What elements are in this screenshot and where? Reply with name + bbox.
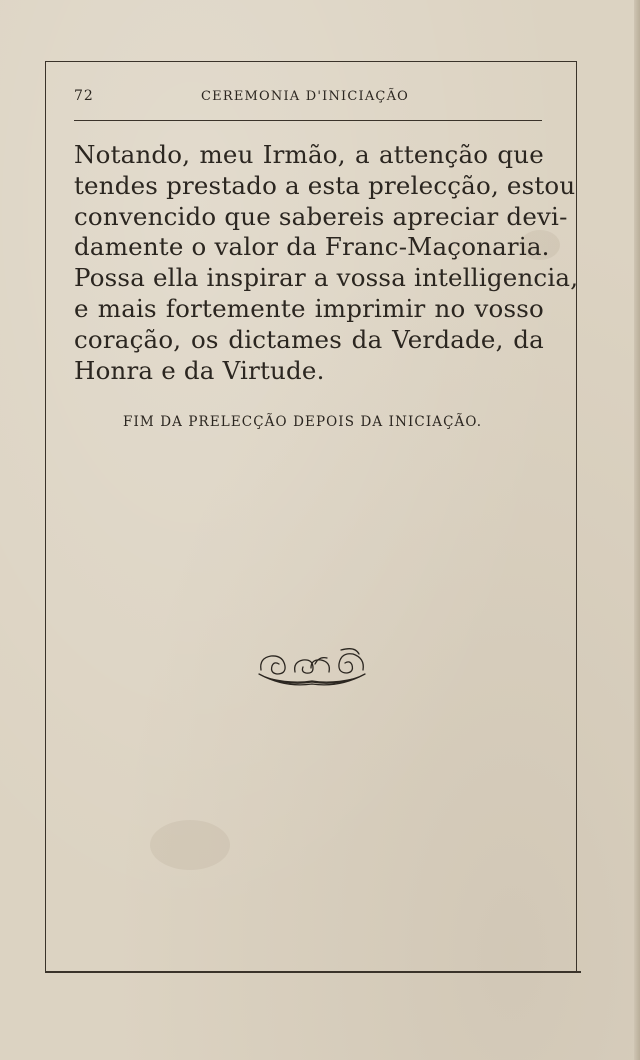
text-line: damente o valor da Franc-Maçonaria. [74, 232, 550, 262]
scroll-ornament-icon [255, 644, 369, 690]
running-head: CEREMONIA D'INICIAÇÃO [201, 89, 410, 104]
text-line: convencido que sabereis apreciar devi- [74, 201, 568, 231]
text-line: Honra e da Virtude. [74, 355, 325, 385]
text-line: e mais fortemente imprimir no vosso [74, 293, 544, 323]
text-line: Possa ella inspirar a vossa intelligencia, [74, 263, 579, 293]
end-note: FIM DA PRELECÇÃO DEPOIS DA INICIAÇÃO. [123, 414, 483, 430]
header-rule [74, 120, 542, 121]
page-number: 72 [74, 88, 94, 104]
page-edge [634, 0, 640, 1060]
page-border-bottom [45, 971, 581, 973]
text-line: Notando, meu Irmão, a attenção que [74, 140, 544, 169]
text-line: tendes prestado a esta prelecção, estou [74, 170, 576, 200]
text-line: coração, os dictames da Verdade, da [74, 324, 544, 354]
body-paragraph [74, 140, 579, 386]
page-header [74, 88, 544, 110]
